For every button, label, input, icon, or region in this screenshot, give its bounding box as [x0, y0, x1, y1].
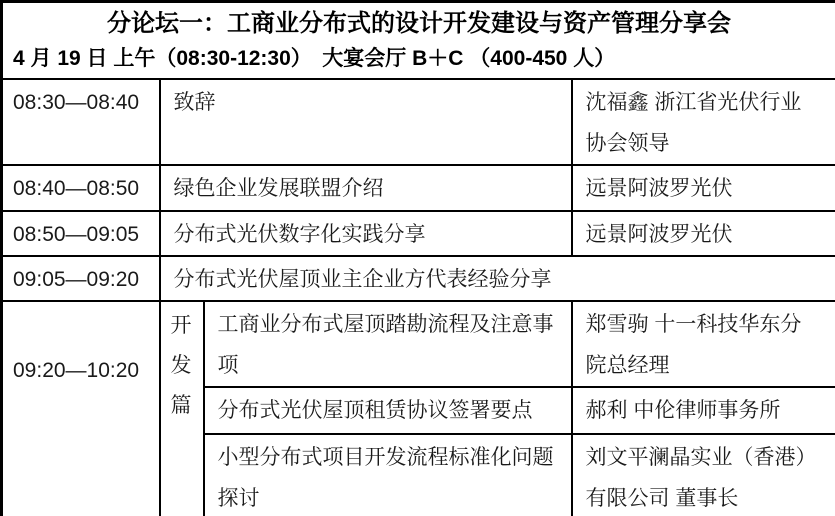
speaker-cell: 远景阿波罗光伏 — [572, 211, 835, 256]
time-cell: 08:30—08:40 — [2, 79, 160, 165]
section-label: 开发篇 — [160, 301, 204, 516]
agenda-row-4 — [2, 256, 835, 301]
agenda-row-5-sub-1 — [2, 301, 835, 387]
forum-title: 分论坛一：工商业分布式的设计开发建设与资产管理分享会 — [107, 10, 731, 37]
topic-cell: 工商业分布式屋顶踏勘流程及注意事项 — [204, 301, 572, 387]
agenda-header-row — [2, 2, 835, 79]
topic-cell: 绿色企业发展联盟介绍 — [160, 165, 572, 211]
topic-cell: 分布式光伏数字化实践分享 — [160, 211, 572, 256]
topic-cell: 致辞 — [160, 79, 572, 165]
topic-cell: 分布式光伏屋顶租赁协议签署要点 — [204, 387, 572, 434]
speaker-cell: 郑雪驹 十一科技华东分院总经理 — [572, 301, 835, 387]
time-cell: 08:40—08:50 — [2, 165, 160, 211]
time-cell: 09:05—09:20 — [2, 256, 160, 301]
agenda-header-cell — [2, 2, 835, 79]
time-cell: 08:50—09:05 — [2, 211, 160, 256]
speaker-cell: 远景阿波罗光伏 — [572, 165, 835, 211]
topic-cell: 小型分布式项目开发流程标准化问题探讨 — [204, 434, 572, 516]
speaker-cell: 沈福鑫 浙江省光伏行业协会领导 — [572, 79, 835, 165]
agenda-row-1 — [2, 79, 835, 165]
topic-cell: 分布式光伏屋顶业主企业方代表经验分享 — [160, 256, 835, 301]
speaker-cell: 刘文平澜晶实业（香港）有限公司 董事长 — [572, 434, 835, 516]
agenda-row-3 — [2, 211, 835, 256]
session-datetime-venue: 4 月 19 日 上午（08:30-12:30） 大宴会厅 B＋C （400-450 人） — [13, 47, 616, 70]
time-cell: 09:20—10:20 — [2, 301, 160, 516]
speaker-cell: 郝利 中伦律师事务所 — [572, 387, 835, 434]
agenda-row-2 — [2, 165, 835, 211]
